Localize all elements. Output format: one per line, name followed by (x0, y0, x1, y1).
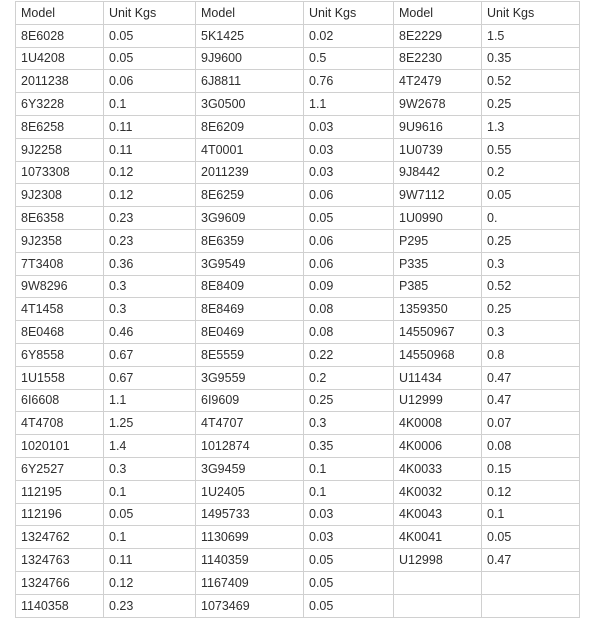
unit-kgs-cell[interactable]: 0.09 (304, 275, 394, 298)
unit-kgs-cell[interactable]: 0.2 (482, 161, 580, 184)
unit-kgs-cell[interactable]: 0.2 (304, 366, 394, 389)
unit-kgs-cell[interactable]: 0.35 (304, 435, 394, 458)
model-cell[interactable]: 9J2258 (16, 138, 104, 161)
unit-kgs-cell[interactable]: 0.3 (104, 298, 196, 321)
model-cell[interactable]: 9J2358 (16, 229, 104, 252)
model-cell[interactable]: 1140358 (16, 594, 104, 617)
model-cell[interactable]: 14550967 (394, 321, 482, 344)
unit-kgs-cell[interactable]: 0.55 (482, 138, 580, 161)
unit-kgs-cell[interactable]: 0.3 (104, 275, 196, 298)
model-cell[interactable]: 4T4708 (16, 412, 104, 435)
unit-kgs-cell[interactable]: 0.47 (482, 549, 580, 572)
model-cell[interactable]: 4K0033 (394, 457, 482, 480)
model-cell[interactable]: 9W8296 (16, 275, 104, 298)
model-cell[interactable]: 1324766 (16, 571, 104, 594)
model-cell[interactable] (394, 594, 482, 617)
model-cell[interactable]: 1130699 (196, 526, 304, 549)
unit-kgs-cell[interactable]: 1.5 (482, 24, 580, 47)
header-model-1[interactable]: Model (16, 2, 104, 25)
model-cell[interactable]: 6Y2527 (16, 457, 104, 480)
table-row (16, 526, 580, 549)
table-row (16, 161, 580, 184)
model-cell[interactable]: 1020101 (16, 435, 104, 458)
table-row (16, 275, 580, 298)
unit-kgs-cell[interactable]: 0.06 (104, 70, 196, 93)
unit-kgs-cell[interactable]: 0.05 (104, 47, 196, 70)
table-row (16, 366, 580, 389)
table-row (16, 207, 580, 230)
model-cell[interactable]: 2011238 (16, 70, 104, 93)
model-cell[interactable]: 8E2229 (394, 24, 482, 47)
table-row (16, 343, 580, 366)
unit-kgs-cell[interactable]: 0.3 (304, 412, 394, 435)
table-row (16, 571, 580, 594)
unit-kgs-cell[interactable]: 0.08 (482, 435, 580, 458)
unit-kgs-cell[interactable]: 0.08 (304, 298, 394, 321)
model-cell[interactable]: 4K0043 (394, 503, 482, 526)
model-cell[interactable]: 1324762 (16, 526, 104, 549)
unit-kgs-cell[interactable]: 0.67 (104, 366, 196, 389)
table-row (16, 47, 580, 70)
model-cell[interactable]: 112195 (16, 480, 104, 503)
table-row (16, 503, 580, 526)
unit-kgs-cell[interactable]: 0.3 (482, 252, 580, 275)
model-cell[interactable]: 14550968 (394, 343, 482, 366)
table-row (16, 229, 580, 252)
model-cell[interactable]: 1012874 (196, 435, 304, 458)
unit-kgs-cell[interactable]: 0.5 (304, 47, 394, 70)
model-cell[interactable]: 4T0001 (196, 138, 304, 161)
unit-kgs-cell[interactable]: 1.4 (104, 435, 196, 458)
table-row (16, 549, 580, 572)
model-cell[interactable]: 8E6358 (16, 207, 104, 230)
model-cell[interactable]: 9J8442 (394, 161, 482, 184)
model-cell[interactable]: 112196 (16, 503, 104, 526)
unit-kgs-cell[interactable]: 0.05 (104, 24, 196, 47)
unit-kgs-cell[interactable]: 0.05 (304, 571, 394, 594)
model-cell[interactable]: 1U0739 (394, 138, 482, 161)
unit-kgs-cell[interactable]: 0.1 (482, 503, 580, 526)
unit-kgs-cell[interactable]: 0.25 (482, 298, 580, 321)
model-cell[interactable]: 1U1558 (16, 366, 104, 389)
table-row (16, 594, 580, 617)
unit-kgs-cell[interactable]: 0.05 (304, 549, 394, 572)
unit-kgs-cell[interactable]: 0.05 (304, 207, 394, 230)
model-cell[interactable]: 1073469 (196, 594, 304, 617)
model-cell[interactable]: P385 (394, 275, 482, 298)
unit-kgs-cell[interactable] (482, 571, 580, 594)
table-row (16, 138, 580, 161)
header-unit-kgs-2[interactable]: Unit Kgs (304, 2, 394, 25)
model-cell[interactable]: P295 (394, 229, 482, 252)
model-cell[interactable]: 3G9459 (196, 457, 304, 480)
unit-kgs-cell[interactable]: 0.03 (304, 526, 394, 549)
unit-kgs-cell[interactable]: 0.52 (482, 275, 580, 298)
unit-kgs-cell[interactable]: 0.03 (304, 503, 394, 526)
model-cell[interactable]: 6I9609 (196, 389, 304, 412)
unit-kgs-cell[interactable] (482, 594, 580, 617)
model-cell[interactable]: 6Y8558 (16, 343, 104, 366)
unit-kgs-cell[interactable]: 0.05 (482, 526, 580, 549)
model-cell[interactable]: 3G0500 (196, 93, 304, 116)
model-cell[interactable]: 4K0008 (394, 412, 482, 435)
model-cell[interactable]: U11434 (394, 366, 482, 389)
unit-kgs-cell[interactable]: 0.23 (104, 229, 196, 252)
model-cell[interactable]: 9J2308 (16, 184, 104, 207)
unit-kgs-cell[interactable]: 0.06 (304, 184, 394, 207)
model-cell[interactable]: 8E2230 (394, 47, 482, 70)
unit-kgs-cell[interactable]: 1.25 (104, 412, 196, 435)
model-cell[interactable]: 9U9616 (394, 115, 482, 138)
model-cell[interactable]: U12999 (394, 389, 482, 412)
model-cell[interactable]: 1167409 (196, 571, 304, 594)
model-cell[interactable]: 4T2479 (394, 70, 482, 93)
model-cell[interactable]: 1359350 (394, 298, 482, 321)
unit-kgs-cell[interactable]: 0.8 (482, 343, 580, 366)
unit-kgs-cell[interactable]: 1.3 (482, 115, 580, 138)
model-cell[interactable]: 4K0041 (394, 526, 482, 549)
header-model-3[interactable]: Model (394, 2, 482, 25)
unit-kgs-cell[interactable]: 0.08 (304, 321, 394, 344)
model-cell[interactable]: 1140359 (196, 549, 304, 572)
model-cell[interactable]: 4K0006 (394, 435, 482, 458)
model-cell[interactable]: 1073308 (16, 161, 104, 184)
model-cell[interactable]: P335 (394, 252, 482, 275)
unit-kgs-cell[interactable]: 0.03 (304, 115, 394, 138)
unit-kgs-cell[interactable]: 0.15 (482, 457, 580, 480)
unit-kgs-cell[interactable]: 0.76 (304, 70, 394, 93)
unit-kgs-cell[interactable]: 0.23 (104, 594, 196, 617)
unit-kgs-cell[interactable]: 0.3 (482, 321, 580, 344)
table-row (16, 24, 580, 47)
model-cell[interactable]: 9W2678 (394, 93, 482, 116)
unit-kgs-cell[interactable]: 0.03 (304, 138, 394, 161)
unit-kgs-cell[interactable]: 0.11 (104, 138, 196, 161)
table-row (16, 298, 580, 321)
table-row (16, 70, 580, 93)
unit-kgs-cell[interactable]: 0.36 (104, 252, 196, 275)
parts-weight-sheet (15, 1, 579, 618)
model-cell[interactable]: 6J8811 (196, 70, 304, 93)
unit-kgs-cell[interactable]: 0.05 (304, 594, 394, 617)
table-row (16, 480, 580, 503)
unit-kgs-cell[interactable]: 0.11 (104, 549, 196, 572)
table-body (16, 24, 580, 617)
unit-kgs-cell[interactable]: 0.11 (104, 115, 196, 138)
model-cell[interactable]: 8E0468 (16, 321, 104, 344)
model-cell[interactable]: 8E8409 (196, 275, 304, 298)
unit-kgs-cell[interactable]: 1.1 (304, 93, 394, 116)
model-cell[interactable]: 2011239 (196, 161, 304, 184)
unit-kgs-cell[interactable]: 0.3 (104, 457, 196, 480)
model-cell[interactable]: 8E6258 (16, 115, 104, 138)
header-model-2[interactable]: Model (196, 2, 304, 25)
unit-kgs-cell[interactable]: 0.1 (304, 480, 394, 503)
model-cell[interactable]: 7T3408 (16, 252, 104, 275)
unit-kgs-cell[interactable]: 0. (482, 207, 580, 230)
model-cell[interactable]: 8E6259 (196, 184, 304, 207)
unit-kgs-cell[interactable]: 0.1 (104, 526, 196, 549)
model-cell[interactable]: 1495733 (196, 503, 304, 526)
unit-kgs-cell[interactable]: 0.1 (304, 457, 394, 480)
unit-kgs-cell[interactable]: 0.25 (304, 389, 394, 412)
unit-kgs-cell[interactable]: 0.47 (482, 389, 580, 412)
unit-kgs-cell[interactable]: 0.67 (104, 343, 196, 366)
header-unit-kgs-1[interactable]: Unit Kgs (104, 2, 196, 25)
table-row (16, 412, 580, 435)
unit-kgs-cell[interactable]: 0.12 (482, 480, 580, 503)
model-cell[interactable]: 4K0032 (394, 480, 482, 503)
model-cell[interactable] (394, 571, 482, 594)
parts-weight-table (15, 1, 580, 618)
unit-kgs-cell[interactable]: 0.02 (304, 24, 394, 47)
model-cell[interactable]: 3G9549 (196, 252, 304, 275)
header-unit-kgs-3[interactable]: Unit Kgs (482, 2, 580, 25)
model-cell[interactable]: 9W7112 (394, 184, 482, 207)
table-row (16, 457, 580, 480)
unit-kgs-cell[interactable]: 0.07 (482, 412, 580, 435)
model-cell[interactable]: 8E8469 (196, 298, 304, 321)
model-cell[interactable]: 1U0990 (394, 207, 482, 230)
model-cell[interactable]: 1324763 (16, 549, 104, 572)
model-cell[interactable]: 6Y3228 (16, 93, 104, 116)
table-row (16, 115, 580, 138)
model-cell[interactable]: 5K1425 (196, 24, 304, 47)
model-cell[interactable]: 4T4707 (196, 412, 304, 435)
unit-kgs-cell[interactable]: 0.22 (304, 343, 394, 366)
unit-kgs-cell[interactable]: 0.35 (482, 47, 580, 70)
model-cell[interactable]: 8E5559 (196, 343, 304, 366)
table-row (16, 252, 580, 275)
model-cell[interactable]: 8E6359 (196, 229, 304, 252)
unit-kgs-cell[interactable]: 0.12 (104, 571, 196, 594)
unit-kgs-cell[interactable]: 0.1 (104, 93, 196, 116)
unit-kgs-cell[interactable]: 0.06 (304, 252, 394, 275)
model-cell[interactable]: 1U4208 (16, 47, 104, 70)
model-cell[interactable]: 6I6608 (16, 389, 104, 412)
model-cell[interactable]: 9J9600 (196, 47, 304, 70)
unit-kgs-cell[interactable]: 0.52 (482, 70, 580, 93)
model-cell[interactable]: 8E6028 (16, 24, 104, 47)
model-cell[interactable]: 8E6209 (196, 115, 304, 138)
unit-kgs-cell[interactable]: 0.12 (104, 184, 196, 207)
table-row (16, 321, 580, 344)
unit-kgs-cell[interactable]: 0.06 (304, 229, 394, 252)
unit-kgs-cell[interactable]: 0.23 (104, 207, 196, 230)
table-row (16, 435, 580, 458)
unit-kgs-cell[interactable]: 0.46 (104, 321, 196, 344)
unit-kgs-cell[interactable]: 0.05 (482, 184, 580, 207)
header-row (16, 2, 580, 25)
model-cell[interactable]: 3G9559 (196, 366, 304, 389)
unit-kgs-cell[interactable]: 0.05 (104, 503, 196, 526)
unit-kgs-cell[interactable]: 0.25 (482, 93, 580, 116)
unit-kgs-cell[interactable]: 0.03 (304, 161, 394, 184)
unit-kgs-cell[interactable]: 0.47 (482, 366, 580, 389)
unit-kgs-cell[interactable]: 1.1 (104, 389, 196, 412)
model-cell[interactable]: 3G9609 (196, 207, 304, 230)
table-row (16, 389, 580, 412)
model-cell[interactable]: U12998 (394, 549, 482, 572)
model-cell[interactable]: 8E0469 (196, 321, 304, 344)
unit-kgs-cell[interactable]: 0.1 (104, 480, 196, 503)
model-cell[interactable]: 4T1458 (16, 298, 104, 321)
model-cell[interactable]: 1U2405 (196, 480, 304, 503)
unit-kgs-cell[interactable]: 0.25 (482, 229, 580, 252)
unit-kgs-cell[interactable]: 0.12 (104, 161, 196, 184)
table-row (16, 93, 580, 116)
table-row (16, 184, 580, 207)
